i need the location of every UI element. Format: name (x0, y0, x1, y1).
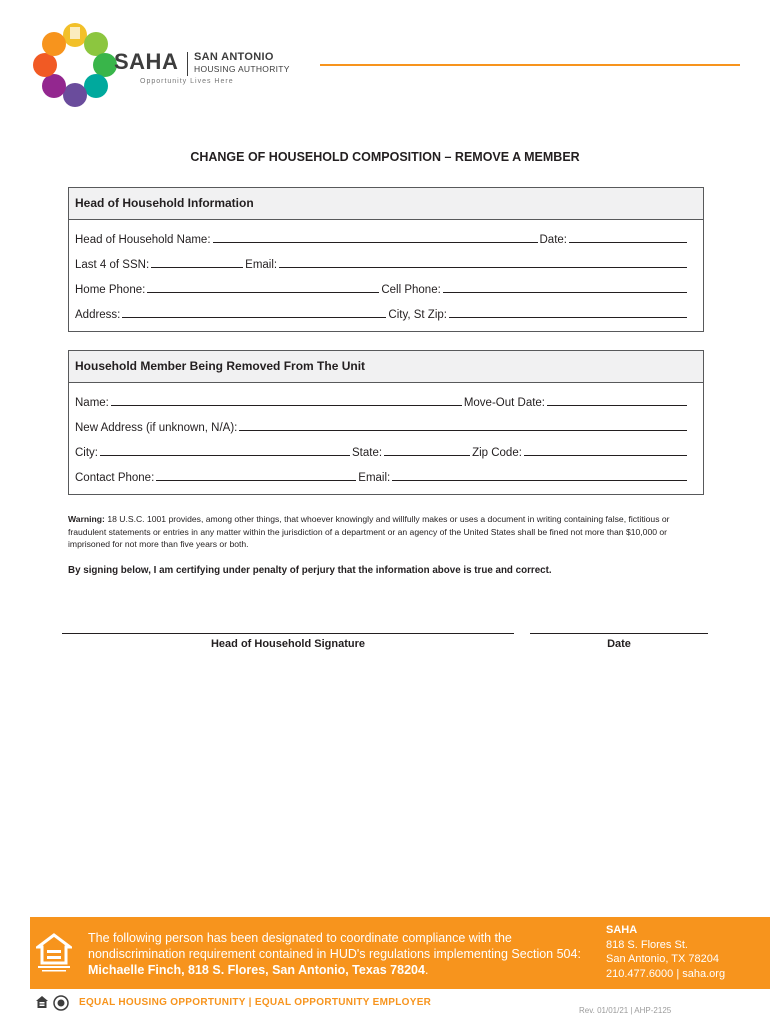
warning-text: 18 U.S.C. 1001 provides, among other things, that whoever knowingly and willfully makes or uses a document in writing containing false, fictitious or fraudulent statements or entries in any matter within the jurisdiction of a department or an agency of the United States shall be fined not more than $10,000 or imprisoned for not more than five years or both. (68, 514, 670, 550)
equal-housing-icon (36, 933, 72, 973)
certification-statement: By signing below, I am certifying under penalty of perjury that the information above is true and correct. (68, 565, 552, 576)
warning-label: Warning: (68, 514, 105, 524)
revision-label: Rev. 01/01/21 | AHP-2125 (579, 1006, 672, 1015)
contact-phone-field[interactable] (156, 479, 356, 481)
home-phone-field[interactable] (147, 291, 379, 293)
ssn-field[interactable] (151, 266, 243, 268)
hoh-email-field[interactable] (279, 266, 687, 268)
city-label: City: (75, 447, 98, 459)
phone-row (75, 280, 689, 296)
head-of-household-section (68, 187, 704, 332)
address-line3: 210.477.6000 | saha.org (606, 967, 726, 980)
address-line2: San Antonio, TX 78204 (606, 953, 719, 965)
ssn-email-row (75, 255, 689, 271)
notice-text: The following person has been designated to coordinate compliance with the nondiscrimination requirement contained in HUD's regulations implementing Section 504: (88, 931, 581, 961)
address-field[interactable] (122, 316, 386, 318)
ssn-label: Last 4 of SSN: (75, 259, 150, 271)
address-row (75, 305, 689, 321)
cell-phone-field[interactable] (443, 291, 687, 293)
footer-icons (35, 995, 71, 1011)
new-address-row (75, 418, 689, 434)
new-address-field[interactable] (239, 429, 687, 431)
contact-phone-label: Contact Phone: (75, 472, 155, 484)
notice-end: . (424, 963, 429, 977)
eeo-statement: EQUAL HOUSING OPPORTUNITY | EQUAL OPPORTUNITY EMPLOYER (79, 997, 432, 1008)
section-heading: Household Member Being Removed From The Unit (69, 351, 703, 383)
member-removed-section (68, 350, 704, 495)
signature-field[interactable] (62, 633, 514, 634)
zip-label: Zip Code: (472, 447, 522, 459)
form-title: CHANGE OF HOUSEHOLD COMPOSITION – REMOVE A MEMBER (190, 150, 580, 164)
move-out-label: Move-Out Date: (463, 397, 545, 409)
section-504-notice (88, 930, 588, 978)
hoh-name-label: Head of Household Name: (75, 234, 211, 246)
org-name-line2: HOUSING AUTHORITY (194, 64, 290, 74)
brand-wordmark: SAHA (114, 49, 179, 74)
equal-housing-icon (36, 996, 48, 1008)
city-state-zip-row (75, 443, 689, 459)
hud-seal-icon (54, 996, 68, 1010)
cell-phone-label: Cell Phone: (381, 284, 441, 296)
hoh-name-row (75, 230, 689, 246)
contact-row (75, 468, 689, 484)
hoh-email-label: Email: (245, 259, 278, 271)
footer-address (606, 923, 725, 981)
city-field[interactable] (100, 454, 350, 456)
signature-date-label: Date (607, 638, 631, 650)
notice-contact: Michaelle Finch, 818 S. Flores, San Antonio, Texas 78204 (88, 963, 425, 977)
header-rule (320, 64, 740, 66)
member-name-row (75, 393, 689, 409)
signature-label: Head of Household Signature (210, 638, 365, 650)
saha-logo (30, 20, 120, 110)
section-heading: Head of Household Information (69, 188, 703, 220)
new-address-label: New Address (if unknown, N/A): (75, 422, 238, 434)
org-name-line1: SAN ANTONIO (194, 51, 274, 63)
home-phone-label: Home Phone: (75, 284, 146, 296)
state-field[interactable] (384, 454, 470, 456)
member-name-label: Name: (75, 397, 109, 409)
city-st-zip-field[interactable] (449, 316, 687, 318)
member-name-field[interactable] (111, 404, 462, 406)
member-email-label: Email: (358, 472, 391, 484)
tagline: Opportunity Lives Here (140, 78, 234, 85)
hoh-date-label: Date: (539, 234, 567, 246)
city-st-zip-label: City, St Zip: (388, 309, 447, 321)
move-out-field[interactable] (547, 404, 687, 406)
legal-warning (68, 513, 704, 551)
address-label: Address: (75, 309, 121, 321)
state-label: State: (352, 447, 383, 459)
hoh-name-field[interactable] (213, 241, 538, 243)
logo-divider (187, 52, 188, 76)
zip-field[interactable] (524, 454, 687, 456)
hoh-date-field[interactable] (569, 241, 687, 243)
footer-banner (30, 917, 770, 989)
address-name: SAHA (606, 924, 638, 936)
address-line1: 818 S. Flores St. (606, 938, 688, 951)
member-email-field[interactable] (392, 479, 687, 481)
signature-date-field[interactable] (530, 633, 708, 634)
